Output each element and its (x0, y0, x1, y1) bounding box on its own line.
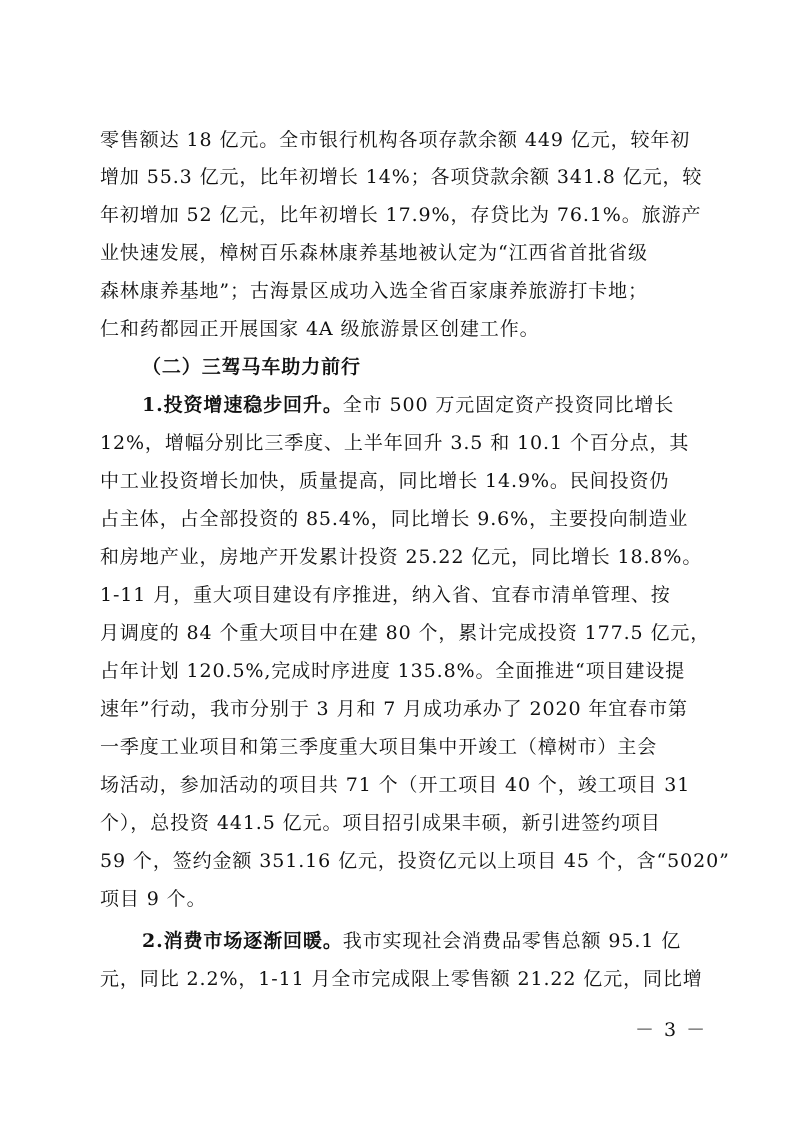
paragraph-line: 占年计划 120.5%,完成时序进度 135.8%。全面推进“项目建设提 (100, 660, 686, 682)
paragraph-line: 项目 9 个。 (100, 888, 207, 910)
paragraph-line: 年初增加 52 亿元，比年初增长 17.9%，存贷比为 76.1%。旅游产 (100, 204, 702, 226)
paragraph-line: 增加 55.3 亿元，比年初增长 14%；各项贷款余额 341.8 亿元，较 (100, 166, 703, 188)
item-2-first-line-text: 我市实现社会消费品零售总额 95.1 亿 (342, 930, 682, 952)
paragraph-line: 59 个，签约金额 351.16 亿元，投资亿元以上项目 45 个，含“5020” (100, 850, 730, 872)
paragraph-line: 场活动，参加活动的项目共 71 个（开工项目 40 个，竣工项目 31 (100, 774, 691, 796)
item-1-first-line (142, 393, 674, 417)
paragraph-line: 1-11 月，重大项目建设有序推进，纳入省、宜春市清单管理、按 (100, 584, 671, 606)
item-2-title: 2.消费市场逐渐回暖。 (142, 930, 343, 952)
item-1-first-line-text: 全市 500 万元固定资产投资同比增长 (342, 394, 675, 416)
paragraph-line: 12%，增幅分别比三季度、上半年回升 3.5 和 10.1 个百分点，其 (100, 432, 690, 454)
paragraph-line: 森林康养基地”；古海景区成功入选全省百家康养旅游打卡地； (100, 280, 648, 302)
paragraph-line: 仁和药都园正开展国家 4A 级旅游景区创建工作。 (100, 318, 540, 340)
paragraph-line: 个），总投资 441.5 亿元。项目招引成果丰硕，新引进签约项目 (100, 812, 661, 834)
paragraph-line: 速年”行动，我市分别于 3 月和 7 月成功承办了 2020 年宜春市第 (100, 698, 688, 720)
paragraph-line: 中工业投资增长加快，质量提高，同比增长 14.9%。民间投资仍 (100, 470, 670, 492)
item-2-first-line (142, 929, 681, 953)
paragraph-line: 和房地产业，房地产开发累计投资 25.22 亿元，同比增长 18.8%。 (100, 546, 703, 568)
paragraph-line: 业快速发展，樟树百乐森林康养基地被认定为“江西省首批省级 (100, 242, 648, 264)
section-heading: （二）三驾马车助力前行 (142, 356, 361, 378)
page-number: － 3 － (635, 1019, 708, 1041)
paragraph-line: 零售额达 18 亿元。全市银行机构各项存款余额 449 亿元，较年初 (100, 129, 691, 151)
paragraph-line: 月调度的 84 个重大项目中在建 80 个，累计完成投资 177.5 亿元， (100, 622, 711, 644)
paragraph-line: 元，同比 2.2%，1-11 月全市完成限上零售额 21.22 亿元，同比增 (100, 968, 703, 990)
paragraph-line: 一季度工业项目和第三季度重大项目集中开竣工（樟树市）主会 (100, 736, 658, 758)
paragraph-line: 占主体，占全部投资的 85.4%，同比增长 9.6%，主要投向制造业 (100, 508, 689, 530)
item-1-title: 1.投资增速稳步回升。 (142, 394, 343, 416)
